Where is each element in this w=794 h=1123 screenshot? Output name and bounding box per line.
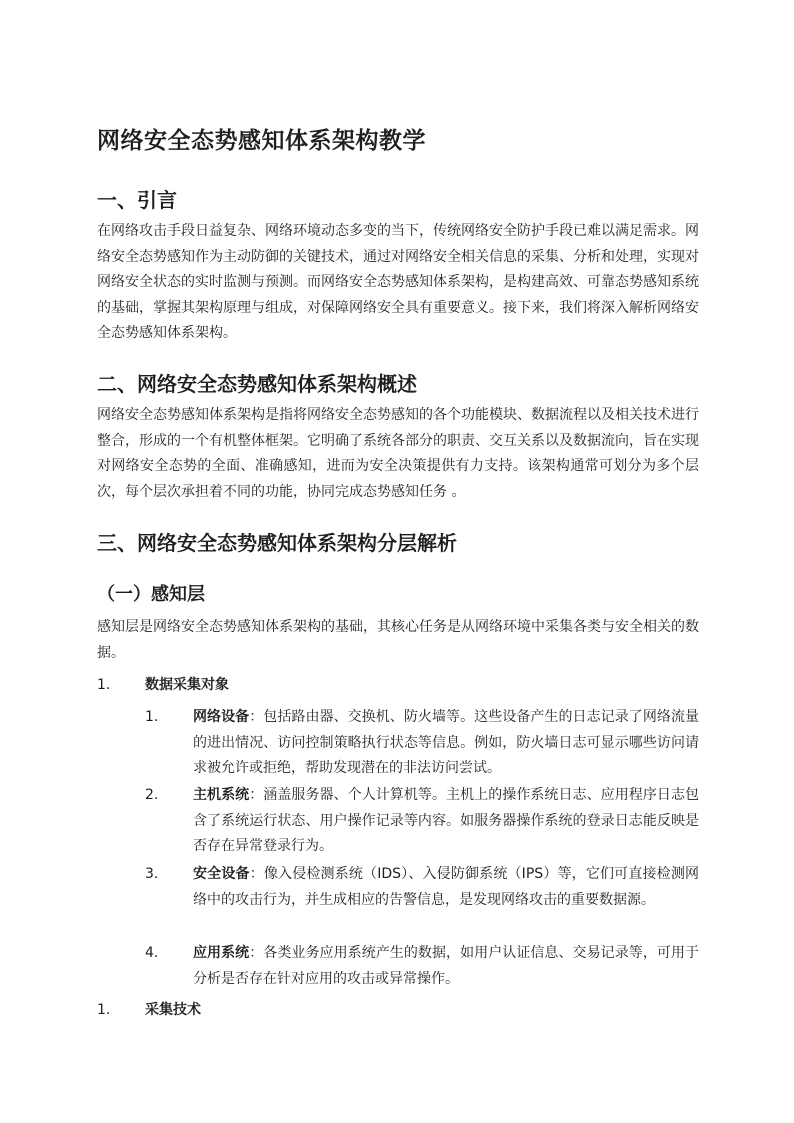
list-item-number: 3. xyxy=(145,866,159,882)
section-heading-overview: 二、网络安全态势感知体系架构概述 xyxy=(97,372,417,396)
list-item-label: 应用系统 xyxy=(193,945,250,961)
list-item xyxy=(145,862,699,913)
document-title: 网络安全态势感知体系架构教学 xyxy=(97,128,426,154)
subsection-heading-perception: （一）感知层 xyxy=(97,584,205,605)
section-paragraph-intro: 在网络攻击手段日益复杂、网络环境动态多变的当下，传统网络安全防护手段已难以满足需求。网络安全态势感知作为主动防御的关键技术，通过对网络安全相关信息的采集、分析和处理，实现对网络安全状态的实时监测与预测。而网络安全态势感知体系架构，是构建高效、可靠态势感知系统的基础，掌握其架构原理与组成，对保障网络安全具有重要意义。接下来，我们将深入解析网络安全态势感知体系架构。 xyxy=(97,223,699,342)
list-item-text: ：各类业务应用系统产生的数据，如用户认证信息、交易记录等，可用于分析是否存在针对应用的攻击或异常操作。 xyxy=(193,945,700,987)
list-item-text: ：涵盖服务器、个人计算机等。主机上的操作系统日志、应用程序日志包含了系统运行状态、用户操作记录等内容。如服务器操作系统的登录日志能反映是否存在异常登录行为。 xyxy=(193,787,700,855)
list-item-number: 2. xyxy=(145,787,159,803)
section-heading-intro: 一、引言 xyxy=(97,188,177,212)
list-item-label: 数据采集对象 xyxy=(145,677,229,693)
list-item-label: 采集技术 xyxy=(145,1002,201,1018)
list-item-number: 1. xyxy=(97,677,111,693)
list-item xyxy=(145,705,699,782)
section-paragraph-overview: 网络安全态势感知体系架构是指将网络安全态势感知的各个功能模块、数据流程以及相关技术进行整合，形成的一个有机整体框架。它明确了系统各部分的职责、交互关系以及数据流向，旨在实现对网络安全态势的全面、准确感知，进而为安全决策提供有力支持。该架构通常可划分为多个层次，每个层次承担着不同的功能，协同完成态势感知任务 。 xyxy=(97,407,699,500)
list-item-number: 1. xyxy=(145,709,159,725)
list-item-number: 1. xyxy=(97,1002,111,1018)
list-item-label: 主机系统 xyxy=(193,787,250,803)
list-item-label: 安全设备 xyxy=(193,866,250,882)
list-item-label: 网络设备 xyxy=(193,709,250,725)
list-item xyxy=(97,998,201,1023)
list-item xyxy=(145,783,699,860)
list-item xyxy=(145,941,699,992)
section-heading-layers: 三、网络安全态势感知体系架构分层解析 xyxy=(97,531,457,555)
subsection-paragraph-perception: 感知层是网络安全态势感知体系架构的基础，其核心任务是从网络环境中采集各类与安全相关的数据。 xyxy=(97,619,699,661)
list-item-number: 4. xyxy=(145,945,159,961)
list-item-text: ：像入侵检测系统（IDS）、入侵防御系统（IPS）等，它们可直接检测网络中的攻击行为，并生成相应的告警信息，是发现网络攻击的重要数据源。 xyxy=(193,866,699,908)
list-item-text: ：包括路由器、交换机、防火墙等。这些设备产生的日志记录了网络流量的进出情况、访问控制策略执行状态等信息。例如，防火墙日志可显示哪些访问请求被允许或拒绝，帮助发现潜在的非法访问尝试。 xyxy=(193,709,700,777)
list-item xyxy=(97,673,229,698)
